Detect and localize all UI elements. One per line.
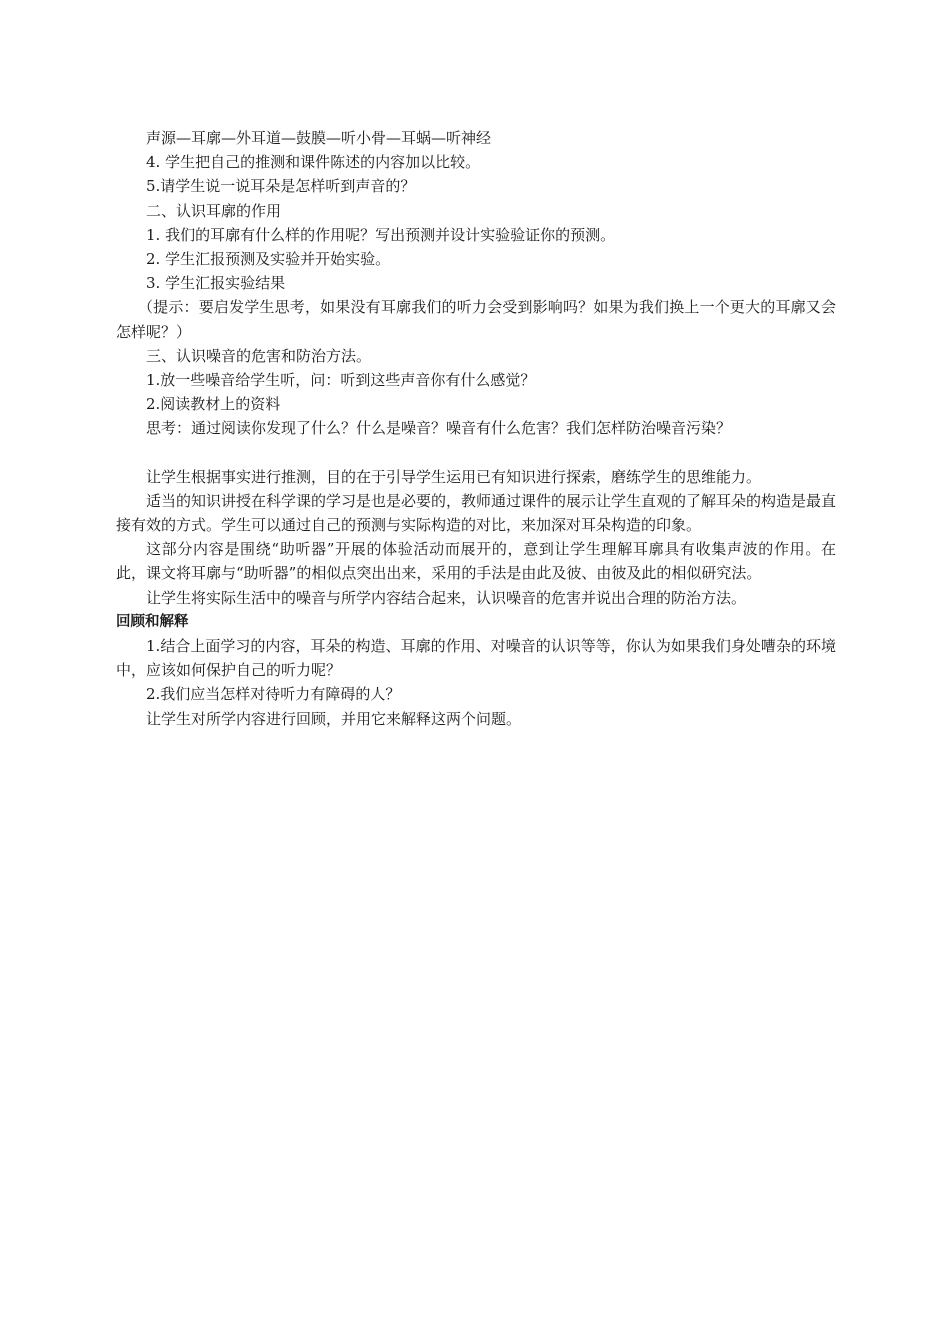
review-question-2: 2.我们应当怎样对待听力有障碍的人？: [146, 685, 401, 704]
section-2-item-1: 1. 我们的耳廓有什么样的作用呢？写出预测并设计实验验证你的预测。: [146, 225, 616, 244]
review-question-1: 1.结合上面学习的内容，耳朵的构造、耳廓的作用、对噪音的认识等等，你认为如果我们身处嘈杂的环境中，应该如何保护自己的听力呢？: [116, 637, 836, 680]
section-2-hint: （提示：要启发学生思考，如果没有耳廓我们的听力会受到影响吗？如果为我们换上一个更大的耳廓又会怎样呢？）: [116, 298, 836, 341]
section-3-item-1: 1.放一些噪音给学生听，问：听到这些声音你有什么感觉？: [146, 371, 536, 390]
review-summary: 让学生对所学内容进行回顾，并用它来解释这两个问题。: [146, 709, 522, 728]
section-3-think: 思考：通过阅读你发现了什么？什么是噪音？噪音有什么危害？我们怎样防治噪音污染？: [146, 419, 732, 438]
document-page: [116, 126, 836, 731]
section-2-item-2: 2. 学生汇报预测及实验并开始实验。: [146, 250, 391, 269]
section-3-title: 三、认识噪音的危害和防治方法。: [146, 346, 372, 365]
spacer: [116, 441, 836, 465]
review-heading: 回顾和解释: [116, 613, 189, 630]
commentary-paragraph-3: 这部分内容是围绕“助听器”开展的体验活动而展开的，意到让学生理解耳廓具有收集声波的作用。在此，课文将耳廓与“助听器”的相似点突出出来，采用的手法是由此及彼、由彼及此的相似研究法。: [116, 540, 836, 583]
section-2-item-3: 3. 学生汇报实验结果: [146, 274, 286, 293]
commentary-paragraph-2: 适当的知识讲授在科学课的学习是也是必要的，教师通过课件的展示让学生直观的了解耳朵的构造是最直接有效的方式。学生可以通过自己的预测与实际构造的对比，来加深对耳朵构造的印象。: [116, 491, 837, 535]
section-2-title: 二、认识耳廓的作用: [146, 201, 282, 220]
step-5: 5.请学生说一说耳朵是怎样听到声音的？: [146, 177, 416, 196]
step-4: 4. 学生把自己的推测和课件陈述的内容加以比较。: [146, 153, 481, 172]
section-3-item-2: 2.阅读教材上的资料: [146, 395, 281, 414]
commentary-paragraph-1: 让学生根据事实进行推测，目的在于引导学生运用已有知识进行探索，磨练学生的思维能力。: [146, 467, 762, 486]
hearing-pathway: 声源—耳廓—外耳道—鼓膜—听小骨—耳蜗—听神经: [146, 129, 492, 147]
commentary-paragraph-4: 让学生将实际生活中的噪音与所学内容结合起来，认识噪音的危害并说出合理的防治方法。: [146, 588, 747, 607]
